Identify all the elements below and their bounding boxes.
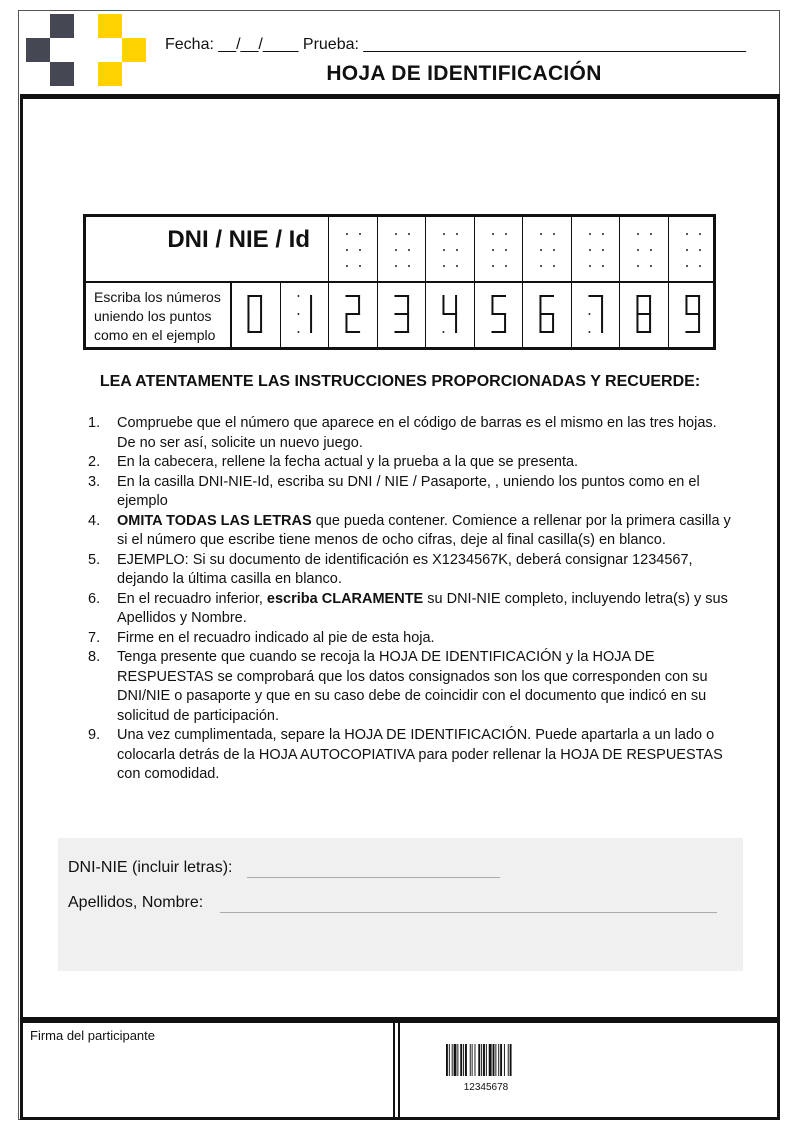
dni-caption-line: como en el ejemplo	[94, 327, 216, 343]
digit-3-glyph	[378, 283, 427, 347]
dni-title: DNI / NIE / Id	[167, 226, 310, 253]
instruction-fragment: En la casilla DNI-NIE-Id, escriba su DNI / NIE / Pasaporte, , uniendo los puntos como en el ejemplo	[117, 473, 700, 509]
guide-dot	[408, 233, 410, 235]
instruction-text	[117, 551, 738, 590]
guide-dot	[602, 249, 604, 251]
instruction-item	[88, 453, 738, 473]
guide-dot	[686, 249, 688, 251]
instruction-item	[88, 473, 738, 512]
guide-dot	[589, 233, 591, 235]
guide-dot	[637, 249, 639, 251]
guide-dot	[686, 233, 688, 235]
header-fields	[165, 36, 746, 54]
guide-dot	[553, 233, 555, 235]
guide-dot	[505, 249, 507, 251]
dni-example-digit	[474, 283, 523, 347]
digit-4-glyph	[426, 283, 475, 347]
dni-field-line[interactable]	[247, 877, 500, 878]
digit-7-glyph	[572, 283, 621, 347]
dni-example-digit	[280, 283, 329, 347]
guide-dot	[602, 233, 604, 235]
instruction-fragment: que pueda contener. Comience a rellenar por la primera casilla y si el número que escribe tiene menos de ocho cifras, deje al final casilla(s) en blanco.	[117, 512, 731, 548]
instruction-item	[88, 414, 738, 453]
guide-dot	[699, 249, 701, 251]
guide-dot	[602, 265, 604, 267]
instruction-fragment: En la cabecera, rellene la fecha actual y la prueba a la que se presenta.	[117, 454, 579, 470]
instruction-text	[117, 726, 738, 785]
guide-dot	[456, 233, 458, 235]
dni-entry-cell[interactable]	[668, 217, 717, 281]
prueba-label: Prueba:	[302, 36, 359, 53]
dni-example-digit	[619, 283, 668, 347]
instruction-fragment: Firme en el recuadro indicado al pie de esta hoja.	[117, 629, 435, 646]
guide-dot	[553, 265, 555, 267]
dni-entry-cell[interactable]	[377, 217, 426, 281]
instruction-item	[88, 512, 738, 551]
dni-entry-cell[interactable]	[619, 217, 668, 281]
instruction-fragment: su DNI-NIE completo, incluyendo letra(s) y sus Apellidos y Nombre.	[117, 590, 728, 626]
guide-dot	[589, 265, 591, 267]
name-field-line[interactable]	[220, 912, 717, 913]
guide-dot	[650, 249, 652, 251]
logo-square	[98, 14, 122, 38]
guide-dot	[408, 249, 410, 251]
signature-label: Firma del participante	[30, 1028, 155, 1043]
guide-dot	[686, 265, 688, 267]
dni-caption-line: Escriba los números	[94, 289, 221, 305]
dni-entry-cell[interactable]	[474, 217, 523, 281]
guide-dot	[637, 265, 639, 267]
instruction-number: 8.	[88, 649, 101, 665]
instruction-number: 5.	[88, 551, 101, 568]
fecha-field[interactable]: __/__/____	[218, 36, 299, 53]
guide-dot	[553, 249, 555, 251]
instruction-text	[117, 648, 738, 726]
guide-dot	[492, 249, 494, 251]
instruction-number: 2.	[88, 454, 101, 470]
guide-dot	[540, 265, 542, 267]
dni-caption	[94, 288, 221, 345]
guide-dot	[589, 249, 591, 251]
guide-dot	[540, 249, 542, 251]
dni-entry-cell[interactable]	[328, 217, 377, 281]
digit-8-glyph	[620, 283, 669, 347]
instruction-emphasis: OMITA TODAS LAS LETRAS	[117, 512, 312, 529]
dni-entry-cell[interactable]	[571, 217, 620, 281]
guide-dot	[540, 233, 542, 235]
digit-0-glyph	[231, 283, 280, 347]
fecha-label: Fecha:	[165, 36, 214, 53]
instruction-fragment: Compruebe que el número que aparece en el código de barras es el mismo en las tres hojas. De no ser así, solicite un nuevo juego.	[117, 415, 717, 451]
page-title: HOJA DE IDENTIFICACIÓN	[326, 62, 602, 85]
digit-2-glyph	[329, 283, 378, 347]
guide-dot	[443, 249, 445, 251]
guide-dot	[346, 265, 348, 267]
guide-dot	[650, 265, 652, 267]
guide-dot	[443, 265, 445, 267]
instruction-text	[117, 512, 738, 551]
guide-dot	[699, 233, 701, 235]
instruction-text	[117, 414, 738, 453]
instruction-text	[117, 590, 738, 629]
guide-dot	[395, 265, 397, 267]
guide-dot	[492, 265, 494, 267]
instruction-fragment: Tenga presente que cuando se recoja la HOJA DE IDENTIFICACIÓN y la HOJA DE RESPUESTAS se comprobará que los datos consignados son los que corresponden con su DNI/NIE o pasaporte y que en su caso debe de coincidir con el documento que indicó en su solicitud de participación.	[117, 649, 708, 724]
instruction-item	[88, 629, 738, 649]
instruction-item	[88, 590, 738, 629]
logo-square	[50, 14, 74, 38]
guide-dot	[408, 265, 410, 267]
instruction-text	[117, 473, 738, 512]
footer-divider	[393, 1020, 395, 1120]
footer-divider	[398, 1020, 400, 1120]
instructions-list	[88, 414, 738, 785]
digit-5-glyph	[475, 283, 524, 347]
dni-example-digit	[231, 283, 280, 347]
guide-dot	[505, 233, 507, 235]
guide-dot	[395, 249, 397, 251]
name-field-label: Apellidos, Nombre:	[68, 894, 204, 911]
dni-example-digit	[328, 283, 377, 347]
dni-entry-cell[interactable]	[425, 217, 474, 281]
instruction-item	[88, 726, 738, 785]
guide-dot	[395, 233, 397, 235]
dni-example-digit	[425, 283, 474, 347]
guide-dot	[456, 265, 458, 267]
digit-9-glyph	[669, 283, 718, 347]
guide-dot	[359, 249, 361, 251]
guide-dot	[456, 249, 458, 251]
guide-dot	[699, 265, 701, 267]
guide-dot	[346, 233, 348, 235]
instruction-number: 6.	[88, 590, 101, 607]
dni-caption-line: uniendo los puntos	[94, 308, 212, 324]
dni-example-digit	[522, 283, 571, 347]
dni-field-label: DNI-NIE (incluir letras):	[68, 859, 233, 876]
logo-square	[26, 38, 50, 62]
logo-square	[122, 38, 146, 62]
digit-1-glyph	[281, 283, 330, 347]
dni-example-digit	[571, 283, 620, 347]
instruction-number: 1.	[88, 415, 101, 431]
signature-area[interactable]	[22, 1046, 392, 1116]
instruction-fragment: En el recuadro inferior,	[117, 590, 267, 607]
instruction-item	[88, 648, 738, 726]
instruction-fragment: EJEMPLO: Si su documento de identificación es X1234567K, deberá consignar 1234567, dejando la última casilla en blanco.	[117, 551, 693, 587]
barcode-number: 12345678	[463, 1082, 509, 1093]
guide-dot	[443, 233, 445, 235]
instruction-number: 9.	[88, 727, 101, 743]
instruction-fragment: Una vez cumplimentada, separe la HOJA DE IDENTIFICACIÓN. Puede apartarla a un lado o colocarla detrás de la HOJA AUTOCOPIATIVA para poder rellenar la HOJA DE RESPUESTAS con comodidad.	[117, 727, 723, 782]
prueba-field[interactable]: ___________________________________________	[363, 36, 747, 53]
instruction-text	[117, 629, 738, 649]
dni-example-digit	[377, 283, 426, 347]
instruction-number: 4.	[88, 512, 101, 529]
guide-dot	[346, 249, 348, 251]
guide-dot	[492, 233, 494, 235]
guide-dot	[650, 233, 652, 235]
instruction-emphasis: escriba CLARAMENTE	[266, 590, 424, 607]
dni-entry-cell[interactable]	[522, 217, 571, 281]
guide-dot	[359, 265, 361, 267]
guide-dot	[637, 233, 639, 235]
guide-dot	[359, 233, 361, 235]
instruction-text	[117, 453, 738, 473]
instructions-heading: LEA ATENTAMENTE LAS INSTRUCCIONES PROPORCIONADAS Y RECUERDE:	[99, 373, 701, 390]
instruction-item	[88, 551, 738, 590]
instruction-number: 7.	[88, 629, 101, 646]
instruction-number: 3.	[88, 473, 101, 490]
dni-example-digit	[668, 283, 717, 347]
digit-6-glyph	[523, 283, 572, 347]
guide-dot	[505, 265, 507, 267]
barcode	[446, 1044, 526, 1076]
